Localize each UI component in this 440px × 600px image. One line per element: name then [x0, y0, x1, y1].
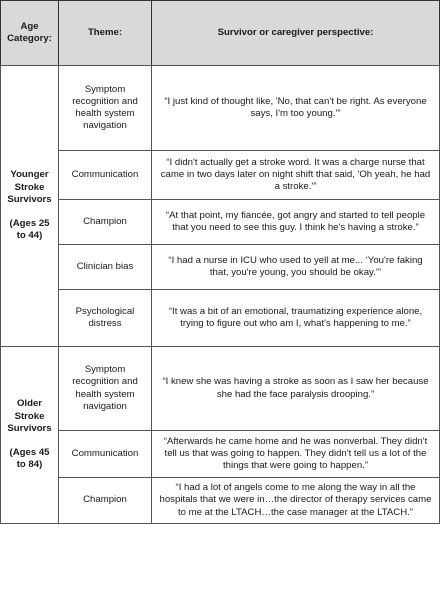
quote-cell: “I had a lot of angels come to me along the way in all the hospitals that we were in…the director of therapy services came to me at the LTACH…the case manager at the LTACH.” — [151, 477, 440, 524]
header-age-category: Age Category: — [0, 0, 59, 66]
theme-cell: Symptom recognition and health system navigation — [58, 65, 152, 151]
quote-cell: “Afterwards he came home and he was nonverbal. They didn't tell us that was going to happen. They didn't tell us a lot of the things that were going to happen.” — [151, 430, 440, 478]
theme-cell: Champion — [58, 477, 152, 524]
category-younger — [0, 65, 59, 347]
category-name: Younger Stroke Survivors — [7, 169, 52, 205]
category-older — [0, 346, 59, 524]
category-name: Older Stroke Survivors — [7, 398, 52, 434]
category-ages: (Ages 25 to 44) — [9, 218, 50, 242]
quote-cell: “I didn't actually get a stroke word. It was a charge nurse that came in two days later on night shift that said, 'Oh yeah, he had a stroke.'” — [151, 150, 440, 200]
quote-cell: “I just kind of thought like, 'No, that can't be right. As everyone says, I'm too young.'” — [151, 65, 440, 151]
theme-cell: Communication — [58, 150, 152, 200]
theme-cell: Clinician bias — [58, 244, 152, 290]
header-perspective: Survivor or caregiver perspective: — [151, 0, 440, 66]
theme-cell: Symptom recognition and health system navigation — [58, 346, 152, 431]
header-theme: Theme: — [58, 0, 152, 66]
category-ages: (Ages 45 to 84) — [9, 447, 50, 471]
quote-cell: “I had a nurse in ICU who used to yell at me... ‘You're faking that, you're young, you should be okay.’” — [151, 244, 440, 290]
theme-cell: Communication — [58, 430, 152, 478]
theme-cell: Psychological distress — [58, 289, 152, 347]
theme-cell: Champion — [58, 199, 152, 245]
quote-cell: “I knew she was having a stroke as soon as I saw her because she had the face paralysis drooping.” — [151, 346, 440, 431]
quote-cell: “It was a bit of an emotional, traumatizing experience alone, trying to figure out who am I, what's happening to me.” — [151, 289, 440, 347]
quote-cell: “At that point, my fiancée, got angry and started to tell people that you need to see this guy. I think he's having a stroke.” — [151, 199, 440, 245]
